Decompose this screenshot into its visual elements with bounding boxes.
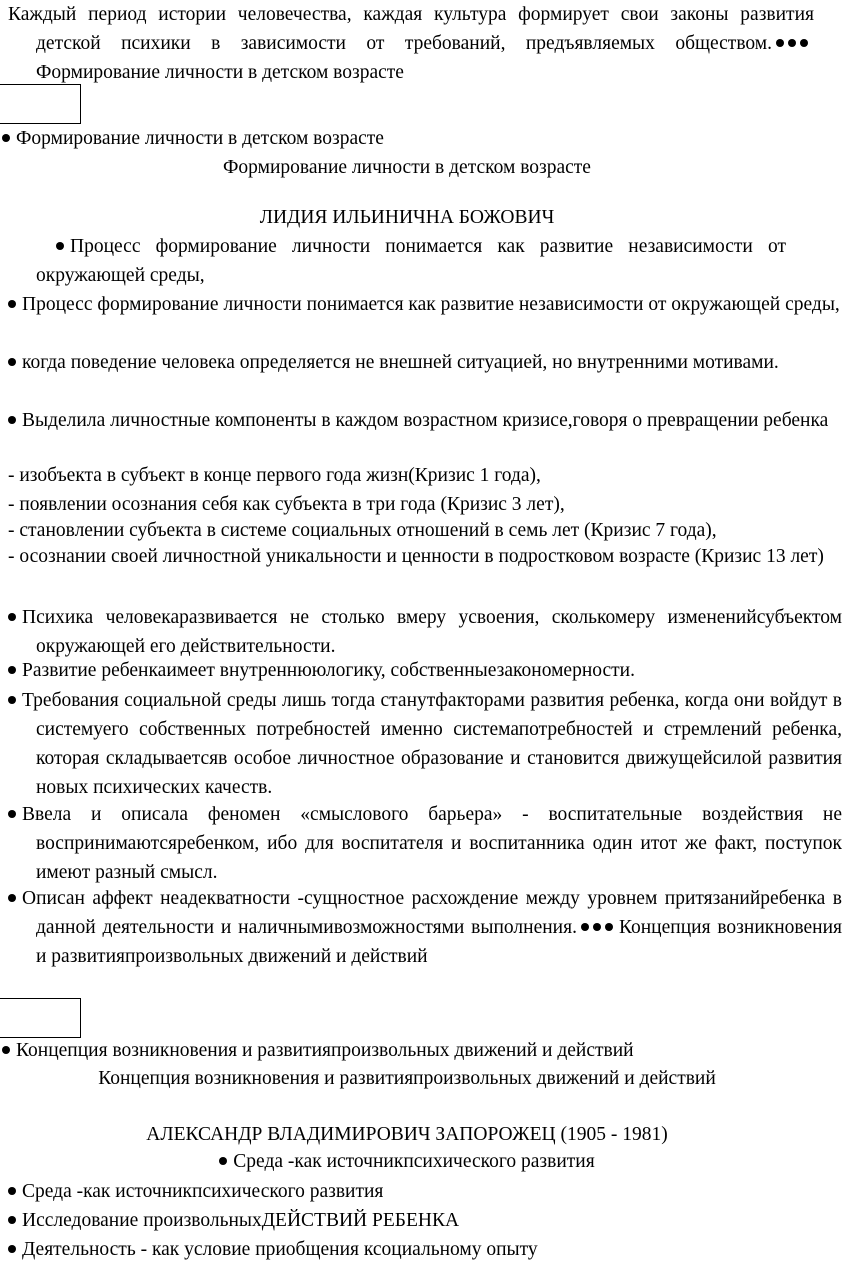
- dash-item: - осознании своей личностной уникальности и ценности в подростковом возрасте (Кризис 13 лет): [8, 546, 824, 567]
- dash-item: - изобъекта в субъект в конце первого года жизн(Кризис 1 года),: [8, 465, 541, 486]
- bullet-icon: [8, 358, 16, 366]
- bullet-icon: [8, 666, 16, 674]
- intro-text: Каждый период истории человечества, каждая культура формирует свои законы развития детской психики в зависимости от требований, предъявляемых обществом.: [8, 4, 814, 54]
- bullet-icon: [788, 39, 796, 47]
- bullet-icon: [8, 1245, 16, 1253]
- list-item: Выделила личностные компоненты в каждом возрастном кризисе,говоря о превращении ребенка: [8, 406, 842, 435]
- image-placeholder-box: [0, 998, 81, 1038]
- bullet-icon: [800, 39, 808, 47]
- bullet-icon: [2, 1046, 10, 1054]
- list-item: Ввела и описала феномен «смыслового барьера» - воспитательные воздействия не воспринимаютсяребенком, ибо для воспитателя и воспитанника один итот же факт, поступок имеют разный смысл.: [8, 800, 842, 887]
- bullet-icon: [56, 242, 64, 250]
- bullet-icon: [8, 1187, 16, 1195]
- list-item: Среда -как источникпсихического развития: [8, 1177, 842, 1206]
- list-item: Процесс формирование личности понимается как развитие независимости от окружающей среды,: [8, 290, 842, 319]
- center-bullet-item: Среда -как источникпсихического развития: [0, 1147, 814, 1176]
- bullet-icon: [776, 39, 784, 47]
- list-item: Требования социальной среды лишь тогда станутфакторами развития ребенка, когда они войдут в системуего собственных потребностей именно системапотребностей и стремлений ребенка, которая складываетсяв особое личностное образование и становится движущейсилой развития новых психических качеств.: [8, 686, 842, 802]
- bullet-icon: [593, 923, 601, 931]
- section-heading-inline: Формирование личности в детском возрасте: [36, 62, 404, 83]
- bullet-icon: [2, 134, 10, 142]
- list-item: Описан аффект неадекватности -сущностное расхождение между уровнем притязанийребенка в данной деятельности и наличнымивозможностями выполнения. Концепция возникновения и развитияпроизвольных движений и действий: [8, 884, 842, 971]
- section-heading-bullet: Концепция возникновения и развитияпроизвольных движений и действий: [2, 1036, 816, 1065]
- bullet-icon: [8, 300, 16, 308]
- section-title: Формирование личности в детском возрасте: [223, 157, 591, 178]
- list-item: Развитие ребенкаимеет внутреннююлогику, собственныезакономерности.: [8, 656, 842, 685]
- bullet-icon: [8, 810, 16, 818]
- section-heading-inline: Концепция возникновения и развитияпроизвольных движений и действий: [36, 917, 842, 967]
- bullet-icon: [8, 894, 16, 902]
- author-name: АЛЕКСАНДР ВЛАДИМИРОВИЧ ЗАПОРОЖЕЦ (1905 - 1981): [146, 1124, 668, 1145]
- bullet-icon: [8, 416, 16, 424]
- image-placeholder-box: [0, 84, 81, 124]
- list-item: Деятельность - как условие приобщения ксоциальному опыту: [8, 1235, 842, 1264]
- list-item: когда поведение человека определяется не внешней ситуацией, но внутренними мотивами.: [8, 348, 842, 377]
- center-bullet-item: Процесс формирование личности понимается как развитие независимости от окружающей среды,: [36, 236, 786, 286]
- bullet-icon: [8, 1216, 16, 1224]
- list-item: Исследование произвольныхДЕЙСТВИЙ РЕБЕНКА: [8, 1206, 842, 1235]
- author-name: ЛИДИЯ ИЛЬИНИЧНА БОЖОВИЧ: [259, 207, 555, 228]
- intro-paragraph: [0, 0, 814, 87]
- dash-item: - появлении осознания себя как субъекта в три года (Кризис 3 лет),: [8, 494, 565, 515]
- list-item: Психика человекаразвивается не столько вмеру усвоения, сколькомеру измененийсубъектом окружающей его действительности.: [8, 603, 842, 661]
- dash-item: - становлении субъекта в системе социальных отношений в семь лет (Кризис 7 года),: [8, 520, 717, 541]
- bullet-icon: [581, 923, 589, 931]
- section-title: Концепция возникновения и развитияпроизвольных движений и действий: [98, 1068, 716, 1089]
- bullet-icon: [605, 923, 613, 931]
- bullet-icon: [8, 613, 16, 621]
- bullet-icon: [219, 1157, 227, 1165]
- bullet-icon: [8, 696, 16, 704]
- section-heading-bullet: Формирование личности в детском возрасте: [2, 124, 816, 153]
